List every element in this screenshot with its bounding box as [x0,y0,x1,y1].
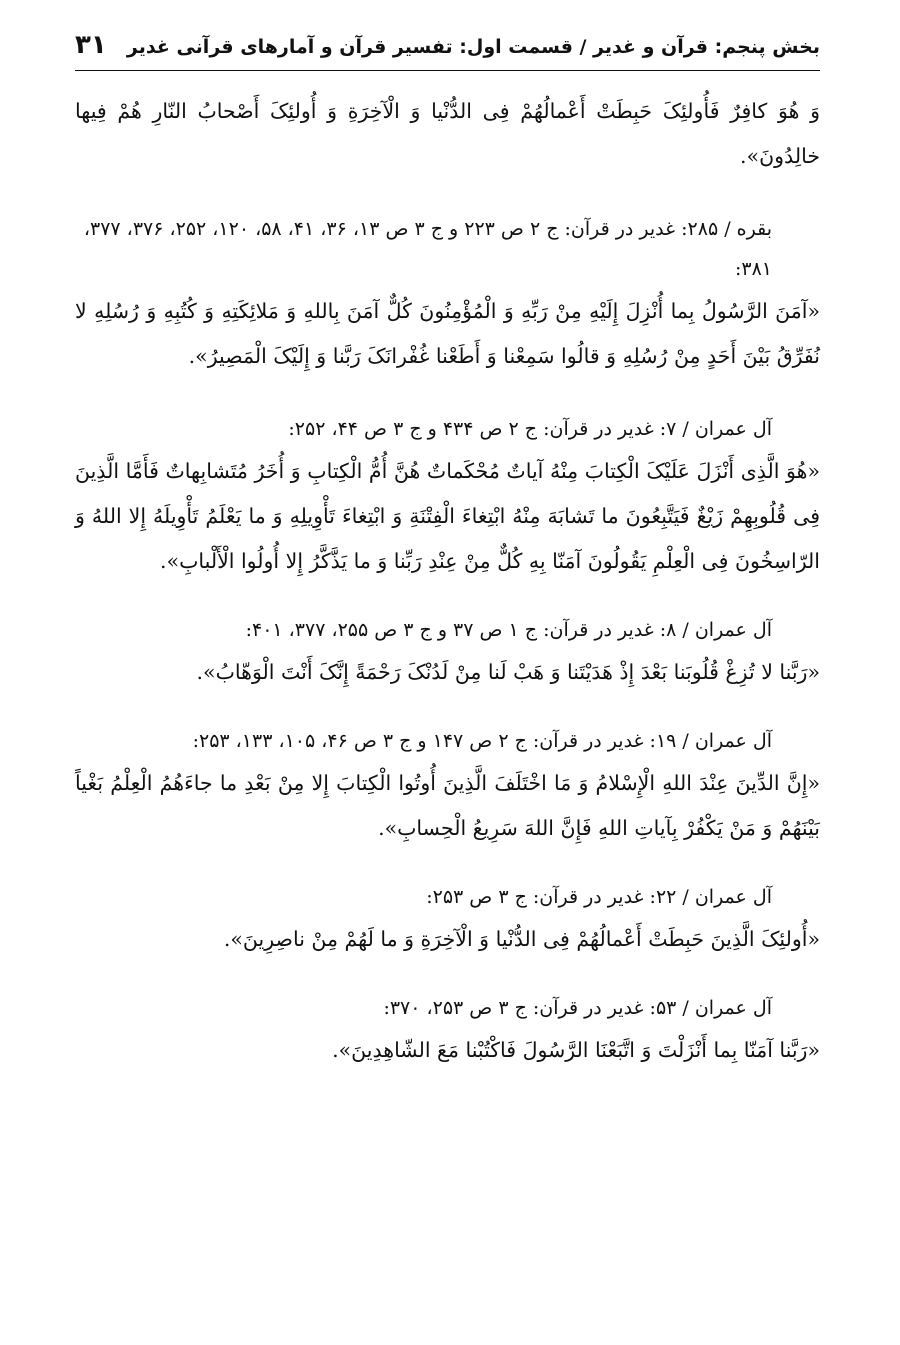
header-title: بخش پنجم: قرآن و غدیر / قسمت اول: تفسیر قرآن و آمارهای قرآنی غدیر [126,36,820,58]
verse-text: «رَبَّنا آمَنّا بِما أَنْزَلْتَ وَ اتَّبَعْنَا الرَّسُولَ فَاکْتُبْنا مَعَ الشّاهِدِینَ». [332,1038,820,1062]
verse-text: وَ هُوَ کافِرٌ فَأُولئِکَ حَبِطَتْ أَعْمالُهُمْ فِی الدُّنْیا وَ الْآخِرَةِ وَ أُولئِکَ أَصْحابُ النّارِ هُمْ فِیها خالِدُونَ». [75,99,820,168]
verse-entry [75,721,820,851]
verse-reference: آل عمران / ۸: غدیر در قرآن: ج ۱ ص ۳۷ و ج ۳ ص ۲۵۵، ۳۷۷، ۴۰۱: [245,619,772,641]
verse-entry [75,610,820,695]
verse-reference: آل عمران / ۲۲: غدیر در قرآن: ج ۳ ص ۲۵۳: [426,886,772,908]
verse-reference: آل عمران / ۱۹: غدیر در قرآن: ج ۲ ص ۱۴۷ و ج ۳ ص ۴۶، ۱۰۵، ۱۳۳، ۲۵۳: [192,730,772,752]
page-content [75,89,820,1073]
running-header [75,30,820,71]
verse-entry [75,89,820,179]
verse-reference: آل عمران / ۵۳: غدیر در قرآن: ج ۳ ص ۲۵۳، ۳۷۰: [383,997,772,1019]
verse-entry [75,988,820,1073]
verse-reference: بقره / ۲۸۵: غدیر در قرآن: ج ۲ ص ۲۲۳ و ج ۳ ص ۱۳، ۳۶، ۴۱، ۵۸، ۱۲۰، ۲۵۲، ۳۷۶، ۳۷۷، ۳۸۱: [83,218,772,280]
verse-text: «أُولئِکَ الَّذِینَ حَبِطَتْ أَعْمالُهُمْ فِی الدُّنْیا وَ الْآخِرَةِ وَ ما لَهُمْ مِنْ ناصِرِینَ». [223,927,820,951]
verse-text: «رَبَّنا لا تُزِغْ قُلُوبَنا بَعْدَ إِذْ هَدَیْتَنا وَ هَبْ لَنا مِنْ لَدُنْکَ رَحْمَةً إِنَّکَ أَنْتَ الْوَهّابُ». [196,660,820,684]
book-page [75,30,820,1073]
verse-reference: آل عمران / ۷: غدیر در قرآن: ج ۲ ص ۴۳۴ و ج ۳ ص ۴۴، ۲۵۲: [288,418,772,440]
verse-entry [75,877,820,962]
verse-text: «هُوَ الَّذِی أَنْزَلَ عَلَیْکَ الْکِتابَ مِنْهُ آیاتٌ مُحْکَماتٌ هُنَّ أُمُّ الْکِتابِ وَ أُخَرُ مُتَشابِهاتٌ فَأَمَّا الَّذِینَ فِی قُلُوبِهِمْ زَیْغٌ فَیَتَّبِعُونَ ما تَشابَهَ مِنْهُ ابْتِغاءَ الْفِتْنَةِ وَ ابْتِغاءَ تَأْوِیلِهِ وَ ما یَعْلَمُ تَأْوِیلَهُ إِلا اللهُ وَ الرّاسِخُونَ فِی الْعِلْمِ یَقُولُونَ آمَنّا بِهِ کُلٌّ مِنْ عِنْدِ رَبِّنا وَ ما یَذَّکَّرُ إِلا أُولُوا الْأَلْبابِ». [75,459,820,573]
verse-entry [75,409,820,584]
verse-text: «إِنَّ الدِّینَ عِنْدَ اللهِ الْإِسْلامُ وَ مَا اخْتَلَفَ الَّذِینَ أُوتُوا الْکِتابَ إِلا مِنْ بَعْدِ ما جاءَهُمُ الْعِلْمُ بَغْیاً بَیْنَهُمْ وَ مَنْ یَکْفُرْ بِآیاتِ اللهِ فَإِنَّ اللهَ سَرِیعُ الْحِسابِ». [75,771,820,840]
verse-text: «آمَنَ الرَّسُولُ بِما أُنْزِلَ إِلَیْهِ مِنْ رَبِّهِ وَ الْمُؤْمِنُونَ کُلٌّ آمَنَ بِاللهِ وَ مَلائِکَتِهِ وَ کُتُبِهِ وَ رُسُلِهِ لا نُفَرِّقُ بَیْنَ أَحَدٍ مِنْ رُسُلِهِ وَ قالُوا سَمِعْنا وَ أَطَعْنا غُفْرانَکَ رَبَّنا وَ إِلَیْکَ الْمَصِیرُ». [75,299,820,368]
page-number: ۳۱ [75,30,107,60]
verse-entry [75,209,820,379]
